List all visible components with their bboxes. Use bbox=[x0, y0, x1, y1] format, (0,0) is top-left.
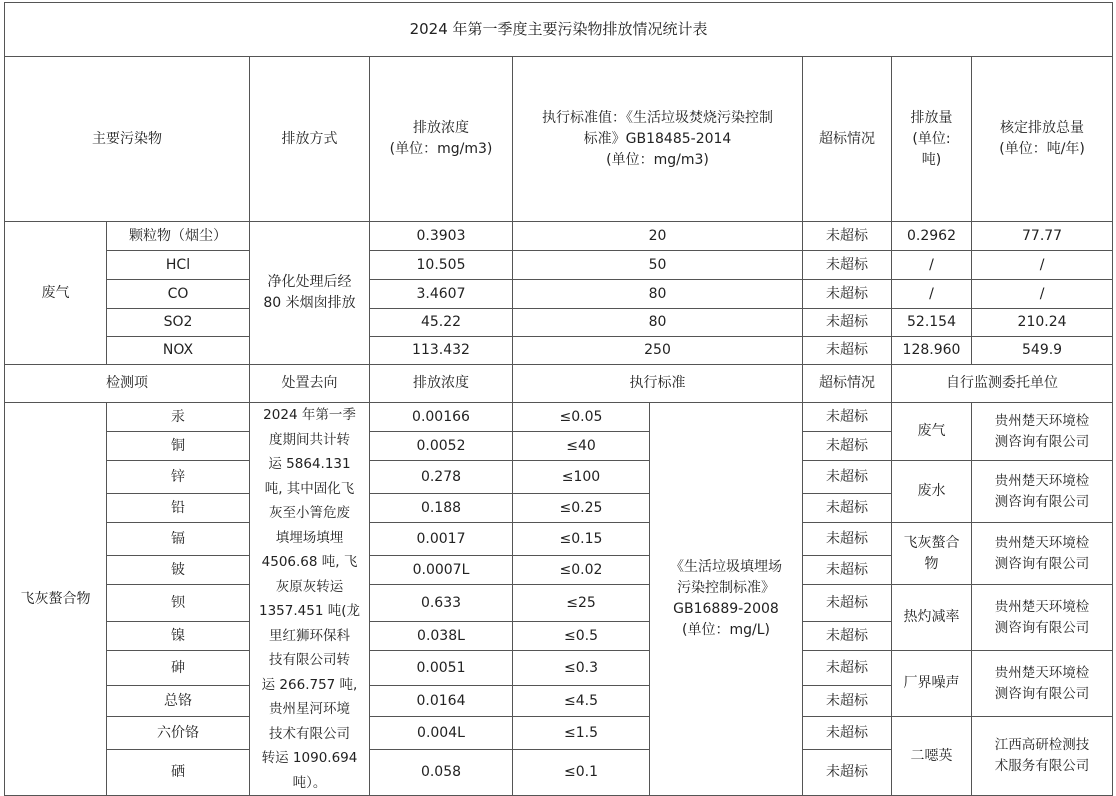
gas-exceed: 未超标 bbox=[803, 251, 892, 280]
header-concentration: 排放浓度 (单位：mg/m3) bbox=[370, 57, 513, 222]
gas-standard: 250 bbox=[513, 337, 803, 365]
gas-concentration: 45.22 bbox=[370, 309, 513, 337]
gas-concentration: 113.432 bbox=[370, 337, 513, 365]
ash-exceed: 未超标 bbox=[803, 585, 892, 622]
gas-exceed: 未超标 bbox=[803, 280, 892, 309]
ash-limit: ≤40 bbox=[513, 432, 650, 461]
table-row bbox=[5, 222, 1113, 251]
pollutant-table bbox=[4, 2, 1113, 796]
table-row bbox=[5, 403, 1113, 432]
gas-standard: 20 bbox=[513, 222, 803, 251]
header-exceed: 超标情况 bbox=[803, 57, 892, 222]
table-row bbox=[5, 585, 1113, 622]
ash-item-name: 镉 bbox=[107, 523, 250, 556]
header-test-item: 检测项 bbox=[5, 365, 250, 403]
gas-amount: / bbox=[892, 280, 972, 309]
gas-category: 废气 bbox=[5, 222, 107, 365]
ash-limit: ≤100 bbox=[513, 461, 650, 494]
header-concentration-2: 排放浓度 bbox=[370, 365, 513, 403]
ash-limit: ≤1.5 bbox=[513, 717, 650, 750]
ash-category: 飞灰螯合物 bbox=[5, 403, 107, 796]
gas-amount: 52.154 bbox=[892, 309, 972, 337]
monitor-item: 废水 bbox=[892, 461, 972, 523]
monitor-agency: 贵州楚天环境检 测咨询有限公司 bbox=[972, 585, 1113, 651]
ash-item-name: 铍 bbox=[107, 556, 250, 585]
gas-pollutant-name: CO bbox=[107, 280, 250, 309]
monitor-item: 厂界噪声 bbox=[892, 651, 972, 717]
ash-exceed: 未超标 bbox=[803, 750, 892, 796]
ash-concentration: 0.038L bbox=[370, 622, 513, 651]
ash-exceed: 未超标 bbox=[803, 523, 892, 556]
ash-item-name: 总铬 bbox=[107, 686, 250, 717]
ash-limit: ≤0.5 bbox=[513, 622, 650, 651]
ash-limit: ≤0.3 bbox=[513, 651, 650, 686]
ash-concentration: 0.0164 bbox=[370, 686, 513, 717]
monitor-item: 热灼减率 bbox=[892, 585, 972, 651]
ash-standard: 《生活垃圾填埋场 污染控制标准》 GB16889-2008 (单位：mg/L) bbox=[650, 403, 803, 796]
ash-exceed: 未超标 bbox=[803, 556, 892, 585]
monitor-agency: 贵州楚天环境检 测咨询有限公司 bbox=[972, 403, 1113, 461]
gas-pollutant-name: HCl bbox=[107, 251, 250, 280]
ash-concentration: 0.633 bbox=[370, 585, 513, 622]
gas-amount: 0.2962 bbox=[892, 222, 972, 251]
table-row bbox=[5, 461, 1113, 494]
table-row bbox=[5, 523, 1113, 556]
gas-total: / bbox=[972, 280, 1113, 309]
gas-concentration: 3.4607 bbox=[370, 280, 513, 309]
monitor-item: 废气 bbox=[892, 403, 972, 461]
ash-limit: ≤0.15 bbox=[513, 523, 650, 556]
gas-pollutant-name: 颗粒物（烟尘） bbox=[107, 222, 250, 251]
ash-exceed: 未超标 bbox=[803, 432, 892, 461]
table-row bbox=[5, 651, 1113, 686]
table-row bbox=[5, 280, 1113, 309]
gas-exceed: 未超标 bbox=[803, 222, 892, 251]
ash-concentration: 0.058 bbox=[370, 750, 513, 796]
ash-limit: ≤0.05 bbox=[513, 403, 650, 432]
table-row bbox=[5, 309, 1113, 337]
gas-standard: 80 bbox=[513, 280, 803, 309]
ash-limit: ≤25 bbox=[513, 585, 650, 622]
ash-item-name: 铅 bbox=[107, 494, 250, 523]
header-exceed-2: 超标情况 bbox=[803, 365, 892, 403]
gas-total: 77.77 bbox=[972, 222, 1113, 251]
gas-method: 净化处理后经 80 米烟囱排放 bbox=[250, 222, 370, 365]
monitor-agency: 贵州楚天环境检 测咨询有限公司 bbox=[972, 523, 1113, 585]
ash-concentration: 0.004L bbox=[370, 717, 513, 750]
ash-exceed: 未超标 bbox=[803, 622, 892, 651]
gas-standard: 50 bbox=[513, 251, 803, 280]
ash-exceed: 未超标 bbox=[803, 461, 892, 494]
ash-concentration: 0.188 bbox=[370, 494, 513, 523]
monitor-item: 飞灰螯合 物 bbox=[892, 523, 972, 585]
ash-concentration: 0.278 bbox=[370, 461, 513, 494]
gas-total: 549.9 bbox=[972, 337, 1113, 365]
monitor-agency: 江西高研检测技 术服务有限公司 bbox=[972, 717, 1113, 796]
header-standard: 执行标准值：《生活垃圾焚烧污染控制 标准》GB18485-2014 (单位：mg/m3) bbox=[513, 57, 803, 222]
gas-total: / bbox=[972, 251, 1113, 280]
ash-concentration: 0.00166 bbox=[370, 403, 513, 432]
pollutant-statistics-sheet bbox=[4, 2, 1113, 796]
ash-limit: ≤0.25 bbox=[513, 494, 650, 523]
header-amount: 排放量 (单位: 吨) bbox=[892, 57, 972, 222]
ash-item-name: 汞 bbox=[107, 403, 250, 432]
ash-item-name: 锌 bbox=[107, 461, 250, 494]
table-title: 2024 年第一季度主要污染物排放情况统计表 bbox=[5, 3, 1113, 57]
ash-concentration: 0.0017 bbox=[370, 523, 513, 556]
header-disposal: 处置去向 bbox=[250, 365, 370, 403]
monitor-item: 二噁英 bbox=[892, 717, 972, 796]
ash-concentration: 0.0007L bbox=[370, 556, 513, 585]
gas-amount: / bbox=[892, 251, 972, 280]
table-row bbox=[5, 251, 1113, 280]
gas-concentration: 0.3903 bbox=[370, 222, 513, 251]
ash-exceed: 未超标 bbox=[803, 494, 892, 523]
ash-limit: ≤4.5 bbox=[513, 686, 650, 717]
monitor-agency: 贵州楚天环境检 测咨询有限公司 bbox=[972, 651, 1113, 717]
header-method: 排放方式 bbox=[250, 57, 370, 222]
monitor-agency: 贵州楚天环境检 测咨询有限公司 bbox=[972, 461, 1113, 523]
table-row bbox=[5, 337, 1113, 365]
header-pollutant: 主要污染物 bbox=[5, 57, 250, 222]
gas-pollutant-name: SO2 bbox=[107, 309, 250, 337]
header-standard-2: 执行标准 bbox=[513, 365, 803, 403]
ash-item-name: 钡 bbox=[107, 585, 250, 622]
gas-amount: 128.960 bbox=[892, 337, 972, 365]
gas-standard: 80 bbox=[513, 309, 803, 337]
ash-item-name: 铜 bbox=[107, 432, 250, 461]
gas-exceed: 未超标 bbox=[803, 337, 892, 365]
ash-item-name: 六价铬 bbox=[107, 717, 250, 750]
table-row bbox=[5, 717, 1113, 750]
ash-exceed: 未超标 bbox=[803, 651, 892, 686]
gas-total: 210.24 bbox=[972, 309, 1113, 337]
gas-concentration: 10.505 bbox=[370, 251, 513, 280]
ash-concentration: 0.0052 bbox=[370, 432, 513, 461]
ash-concentration: 0.0051 bbox=[370, 651, 513, 686]
ash-limit: ≤0.02 bbox=[513, 556, 650, 585]
gas-exceed: 未超标 bbox=[803, 309, 892, 337]
ash-disposal: 2024 年第一季 度期间共计转 运 5864.131 吨, 其中固化飞 灰至小箐危废 填埋场填埋 4506.68 吨, 飞 灰原灰转运 1357.451 吨(龙 里红狮环保科 技有限公司转 运 266.757 吨, 贵州星河环境 技术有限公司 转运 1090.694 吨）。 bbox=[250, 403, 370, 796]
ash-item-name: 砷 bbox=[107, 651, 250, 686]
ash-item-name: 镍 bbox=[107, 622, 250, 651]
ash-exceed: 未超标 bbox=[803, 717, 892, 750]
header-total: 核定排放总量 (单位：吨/年) bbox=[972, 57, 1113, 222]
ash-item-name: 硒 bbox=[107, 750, 250, 796]
ash-limit: ≤0.1 bbox=[513, 750, 650, 796]
header-agency: 自行监测委托单位 bbox=[892, 365, 1113, 403]
gas-pollutant-name: NOX bbox=[107, 337, 250, 365]
ash-exceed: 未超标 bbox=[803, 686, 892, 717]
ash-exceed: 未超标 bbox=[803, 403, 892, 432]
